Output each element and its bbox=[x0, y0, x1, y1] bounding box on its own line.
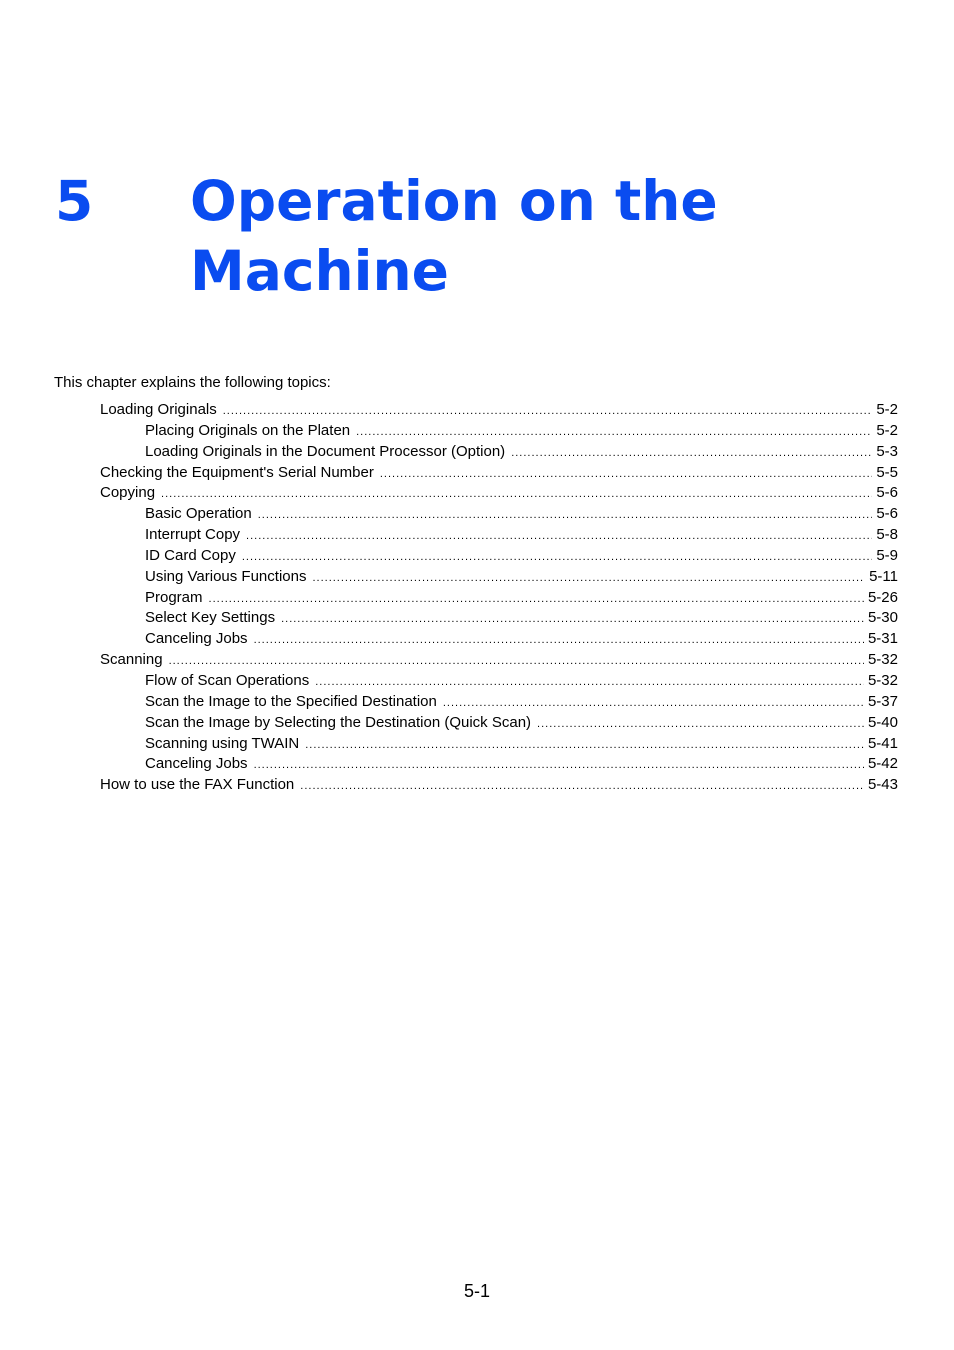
toc-dot-leader bbox=[315, 672, 864, 693]
toc-dot-leader bbox=[209, 589, 864, 610]
toc-entry-title: Flow of Scan Operations bbox=[145, 671, 310, 689]
toc-dot-leader bbox=[380, 464, 872, 485]
toc-dot-leader bbox=[254, 630, 864, 651]
toc-dot-leader bbox=[356, 422, 872, 443]
toc-entry-title: Scan the Image to the Specified Destination bbox=[145, 692, 437, 710]
page-number: 5-1 bbox=[463, 1281, 490, 1301]
toc-row bbox=[0, 734, 954, 755]
toc-dot-leader bbox=[511, 443, 872, 464]
toc-dot-leader bbox=[246, 526, 872, 547]
toc-entry-title: Using Various Functions bbox=[145, 567, 307, 585]
toc-dot-leader bbox=[312, 568, 865, 589]
toc-entry-page: 5-32 bbox=[867, 651, 898, 669]
toc-row bbox=[0, 463, 954, 484]
toc-entry-title: Select Key Settings bbox=[145, 609, 276, 627]
toc-row bbox=[0, 525, 954, 546]
toc-row bbox=[0, 713, 954, 734]
toc-dot-leader bbox=[223, 401, 873, 422]
toc-entry-link[interactable] bbox=[145, 629, 898, 651]
toc-entry-page: 5-37 bbox=[867, 692, 898, 710]
toc-entry-title: Program bbox=[145, 588, 203, 606]
toc-entry-link[interactable] bbox=[100, 650, 898, 672]
toc-entry-link[interactable] bbox=[145, 754, 898, 776]
toc-entry-link[interactable] bbox=[145, 734, 898, 756]
toc-entry-link[interactable] bbox=[145, 504, 898, 526]
toc-entry-link[interactable] bbox=[145, 692, 898, 714]
toc-entry-title: How to use the FAX Function bbox=[100, 776, 295, 794]
toc-entry-title: Loading Originals in the Document Processor (Option) bbox=[145, 442, 506, 460]
chapter-header bbox=[0, 166, 954, 306]
toc-entry-page: 5-3 bbox=[876, 442, 898, 460]
toc-entry-link[interactable] bbox=[145, 525, 898, 547]
toc-entry-title: Loading Originals bbox=[100, 401, 217, 418]
toc-dot-leader bbox=[254, 755, 864, 776]
toc-entry-page: 5-6 bbox=[876, 484, 898, 502]
toc-entry-page: 5-41 bbox=[867, 734, 898, 752]
toc-dot-leader bbox=[443, 693, 864, 714]
toc-dot-leader bbox=[161, 484, 872, 505]
toc-dot-leader bbox=[242, 547, 872, 568]
toc-row bbox=[0, 671, 954, 692]
toc-entry-title: Copying bbox=[100, 484, 156, 502]
toc-row bbox=[0, 442, 954, 463]
toc-entry-link[interactable] bbox=[145, 671, 898, 693]
toc-entry-page: 5-30 bbox=[867, 609, 898, 627]
chapter-title bbox=[190, 166, 890, 306]
chapter-title-line-2: Machine bbox=[190, 239, 449, 303]
chapter-intro: This chapter explains the following topics: bbox=[54, 374, 331, 391]
toc-row bbox=[0, 400, 954, 421]
toc-row bbox=[0, 483, 954, 504]
toc-row bbox=[0, 692, 954, 713]
toc-entry-page: 5-42 bbox=[867, 755, 898, 773]
toc-row bbox=[0, 650, 954, 671]
toc-row bbox=[0, 567, 954, 588]
toc-dot-leader bbox=[305, 735, 864, 756]
toc-entry-link[interactable] bbox=[145, 588, 898, 610]
toc-entry-title: Basic Operation bbox=[145, 505, 252, 523]
toc-row bbox=[0, 421, 954, 442]
toc-entry-page: 5-11 bbox=[869, 567, 898, 585]
toc-entry-page: 5-43 bbox=[867, 776, 898, 794]
toc-entry-page: 5-2 bbox=[876, 421, 898, 439]
toc-row bbox=[0, 608, 954, 629]
toc-dot-leader bbox=[169, 651, 864, 672]
toc-entry-page: 5-9 bbox=[876, 546, 898, 564]
toc-entry-title: Canceling Jobs bbox=[145, 755, 248, 773]
toc-entry-title: Scan the Image by Selecting the Destination (Quick Scan) bbox=[145, 713, 532, 731]
toc-dot-leader bbox=[537, 714, 864, 735]
toc-row bbox=[0, 629, 954, 650]
toc-entry-title: Checking the Equipment's Serial Number bbox=[100, 463, 374, 481]
toc-entry-page: 5-26 bbox=[867, 588, 898, 606]
toc-dot-leader bbox=[258, 505, 873, 526]
toc-entry-link[interactable] bbox=[145, 442, 898, 464]
toc-entry-title: ID Card Copy bbox=[145, 546, 236, 564]
chapter-number: 5 bbox=[55, 169, 94, 233]
toc-entry-link[interactable] bbox=[145, 567, 898, 589]
toc-entry-title: Placing Originals on the Platen bbox=[145, 421, 351, 439]
toc-dot-leader bbox=[281, 609, 864, 630]
toc-entry-title: Interrupt Copy bbox=[145, 526, 241, 544]
table-of-contents bbox=[0, 400, 954, 796]
toc-entry-link[interactable] bbox=[100, 775, 898, 797]
toc-entry-page: 5-6 bbox=[876, 505, 898, 523]
toc-entry-page: 5-8 bbox=[876, 526, 898, 544]
toc-entry-link[interactable] bbox=[145, 713, 898, 735]
chapter-title-line-1: Operation on the bbox=[190, 169, 718, 233]
toc-entry-title: Scanning bbox=[100, 651, 163, 669]
toc-row bbox=[0, 754, 954, 775]
toc-entry-link[interactable] bbox=[145, 421, 898, 443]
toc-entry-page: 5-5 bbox=[876, 463, 898, 481]
toc-row bbox=[0, 504, 954, 525]
toc-entry-title: Scanning using TWAIN bbox=[145, 734, 300, 752]
toc-entry-title: Canceling Jobs bbox=[145, 630, 248, 648]
toc-row bbox=[0, 546, 954, 567]
toc-entry-page: 5-31 bbox=[867, 630, 898, 648]
toc-entry-link[interactable] bbox=[100, 483, 898, 505]
toc-entry-page: 5-2 bbox=[876, 401, 898, 418]
toc-entry-link[interactable] bbox=[100, 400, 898, 422]
toc-dot-leader bbox=[300, 776, 864, 797]
toc-entry-link[interactable] bbox=[145, 546, 898, 568]
toc-entry-page: 5-32 bbox=[867, 671, 898, 689]
toc-entry-link[interactable] bbox=[100, 463, 898, 485]
toc-row bbox=[0, 588, 954, 609]
toc-entry-page: 5-40 bbox=[867, 713, 898, 731]
toc-entry-link[interactable] bbox=[145, 608, 898, 630]
toc-row bbox=[0, 775, 954, 796]
